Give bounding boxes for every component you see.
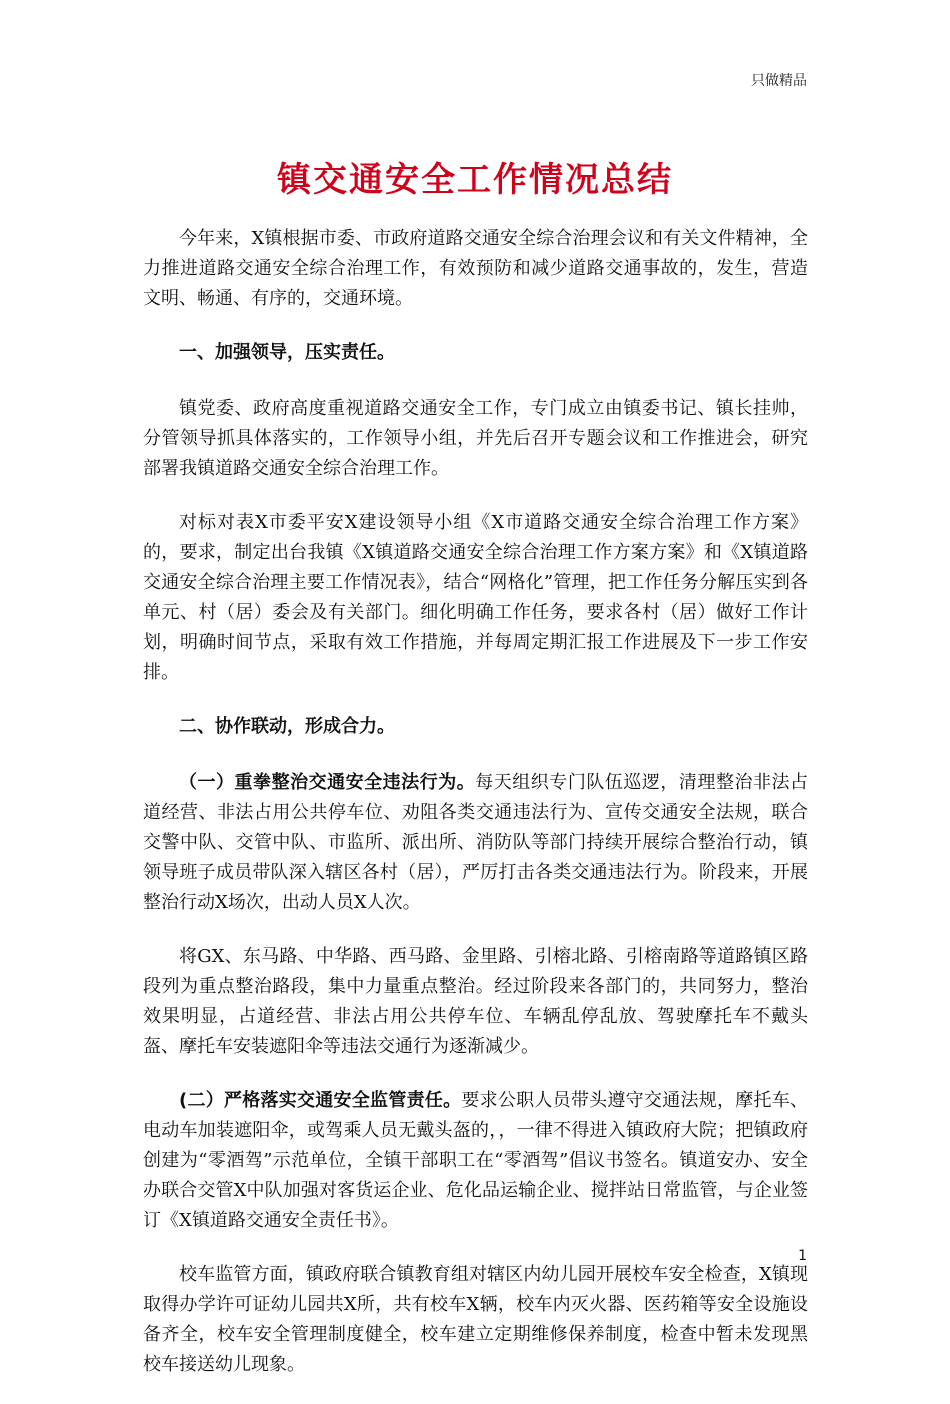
- page-number: 1: [798, 1248, 807, 1264]
- header-tagline: 只做精品: [751, 73, 807, 89]
- section-heading-1: 一、加强领导，压实责任。: [179, 342, 395, 363]
- intro-paragraph: 今年来，X镇根据市委、市政府道路交通安全综合治理会议和有关文件精神，全力推进道路交通安全综合治理工作，有效预防和减少道路交通事故的，发生，营造文明、畅通、有序的，交通环境。: [143, 228, 808, 309]
- section2-paragraph-2: 将GX、东马路、中华路、西马路、金里路、引榕北路、引榕南路等道路镇区路段列为重点整治路段，集中力量重点整治。经过阶段来各部门的，共同努力，整治效果明显，占道经营、非法占用公共停车位、车辆乱停乱放、驾驶摩托车不戴头盔、摩托车安装遮阳伞等违法交通行为逐渐减少。: [143, 946, 808, 1057]
- subsection-lead-2: (二）严格落实交通安全监管责任。: [179, 1090, 462, 1111]
- section1-paragraph-2: 对标对表X市委平安X建设领导小组《X市道路交通安全综合治理工作方案》的，要求，制定出台我镇《X镇道路交通安全综合治理工作方案方案》和《X镇道路交通安全综合治理主要工作情况表》，结合“网格化”管理，把工作任务分解压实到各单元、村（居）委会及有关部门。细化明确工作任务，要求各村（居）做好工作计划，明确时间节点，采取有效工作措施，并每周定期汇报工作进展及下一步工作安排。: [143, 512, 808, 683]
- subsection-text-1: 每天组织专门队伍巡逻，清理整治非法占道经营、非法占用公共停车位、劝阻各类交通违法行为、宣传交通安全法规，联合交警中队、交管中队、市监所、派出所、消防队等部门持续开展综合整治行动，镇领导班子成员带队深入辖区各村（居），严厉打击各类交通违法行为。阶段来，开展整治行动X场次，出动人员X人次。: [143, 772, 809, 913]
- section1-paragraph-1: 镇党委、政府高度重视道路交通安全工作，专门成立由镇委书记、镇长挂帅，分管领导抓具体落实的，工作领导小组，并先后召开专题会议和工作推进会，研究部署我镇道路交通安全综合治理工作。: [143, 398, 808, 479]
- document-title: 镇交通安全工作情况总结: [277, 160, 673, 200]
- section2-paragraph-3: [143, 1086, 808, 1236]
- document-body: [143, 224, 808, 1404]
- subsection-text-2: 要求公职人员带头遵守交通法规，摩托车、电动车加装遮阳伞，或驾乘人员无戴头盔的，，一律不得进入镇政府大院；把镇政府创建为“零酒驾”示范单位，全镇干部职工在“零酒驾”倡议书签名。镇道安办、安全办联合交管X中队加强对客货运企业、危化品运输企业、搅拌站日常监管，与企业签订《X镇道路交通安全责任书》。: [143, 1090, 808, 1231]
- section2-paragraph-1: [143, 768, 808, 918]
- section2-paragraph-4: 校车监管方面，镇政府联合镇教育组对辖区内幼儿园开展校车安全检查，X镇现取得办学许可证幼儿园共X所，共有校车X辆，校车内灭火器、医药箱等安全设施设备齐全，校车安全管理制度健全，校车建立定期维修保养制度，检查中暂未发现黑校车接送幼儿现象。: [143, 1264, 808, 1375]
- section-heading-2: 二、协作联动，形成合力。: [179, 716, 395, 737]
- subsection-lead-1: （一）重拳整治交通安全违法行为。: [179, 772, 476, 793]
